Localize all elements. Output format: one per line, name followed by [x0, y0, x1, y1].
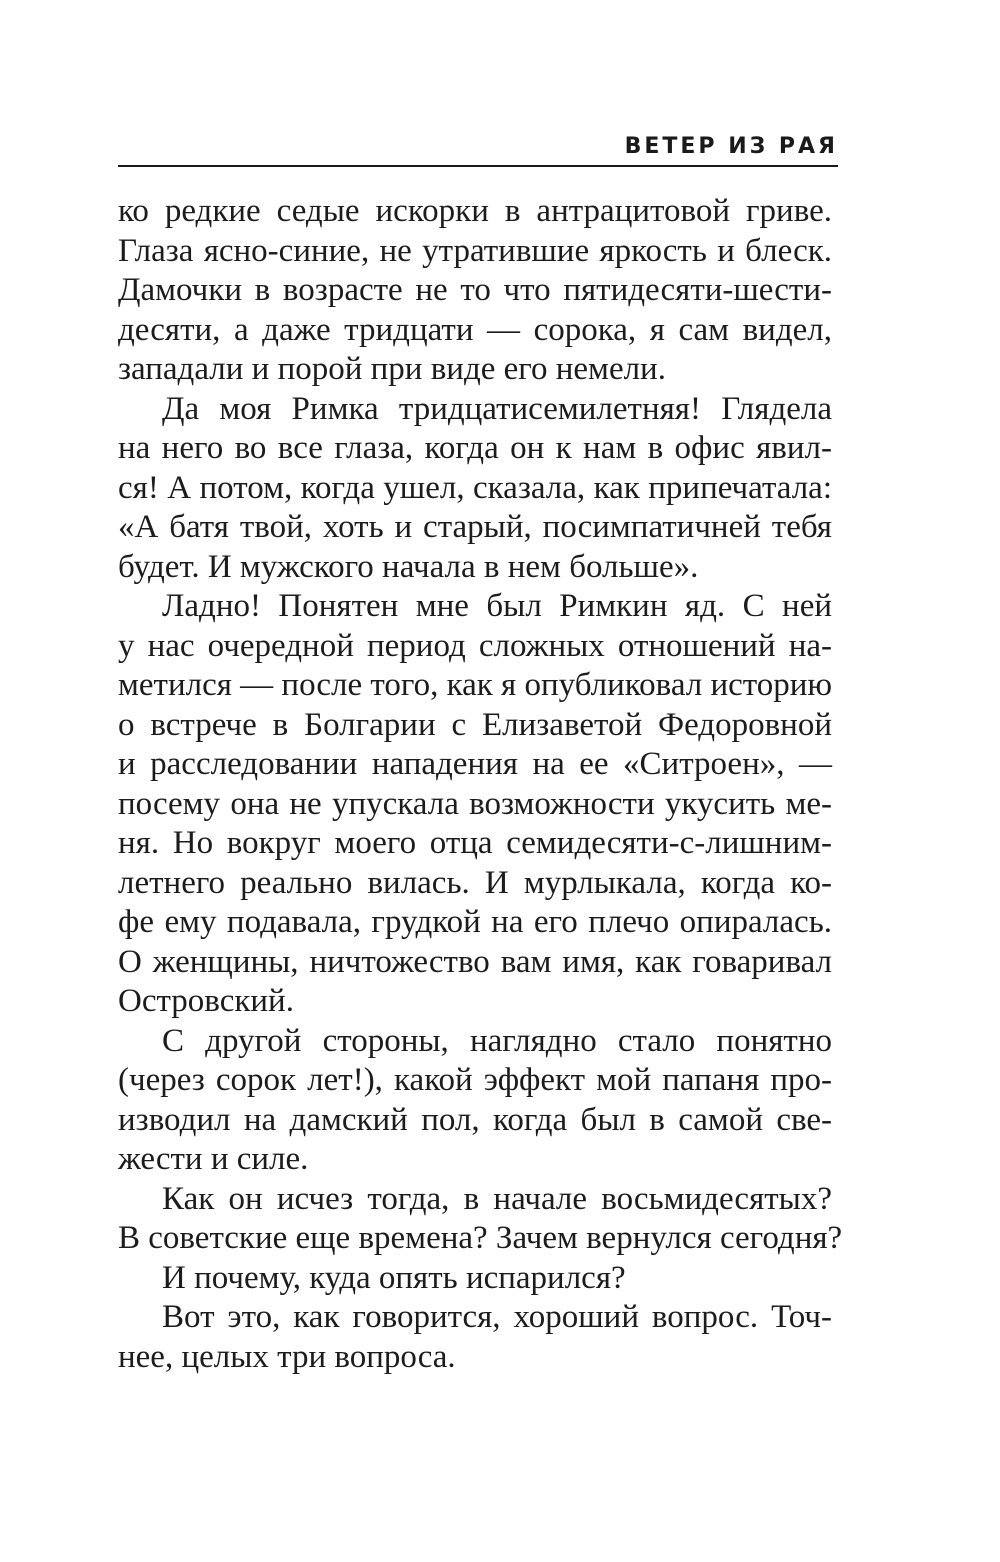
text-line: Островский.	[118, 983, 294, 1019]
paragraph-4	[118, 1022, 832, 1180]
text-line: у нас очередной период сложных отношений на-	[118, 627, 832, 664]
paragraph-6	[118, 1259, 832, 1299]
text-line: (через сорок лет!), какой эффект мой папаня про-	[118, 1062, 832, 1098]
text-line: И почему, куда опять испарился?	[162, 1259, 626, 1296]
text-line: ся! А потом, когда ушел, сказала, как припечатала:	[118, 469, 832, 506]
text-line: будет. И мужского начала в нем больше».	[118, 548, 699, 585]
paragraph-1	[118, 192, 832, 390]
text-line: О женщины, ничтожество вам имя, как говаривал	[118, 943, 832, 980]
text-line: «А батя твой, хоть и старый, посимпатичней тебя	[118, 509, 832, 545]
text-line: летнего реально вилась. И мурлыкала, когда ко-	[118, 864, 832, 901]
text-line: нее, целых три вопроса.	[118, 1338, 456, 1375]
text-line: посему она не упускала возможности укусить ме-	[118, 785, 832, 822]
text-line: изводил на дамский пол, когда был в самой све-	[118, 1101, 832, 1138]
text-line: Ладно! Понятен мне был Римкин яд. С ней	[162, 588, 832, 624]
paragraph-5	[118, 1180, 843, 1259]
text-line: Как он исчез тогда, в начале восьмидесятых?	[162, 1180, 832, 1217]
text-line: десяти, а даже тридцати — сорока, я сам видел,	[118, 311, 832, 348]
text-line: и расследовании нападения на ее «Ситроен», —	[118, 746, 832, 782]
text-line: Вот это, как говорится, хороший вопрос. Точ-	[162, 1299, 832, 1335]
header-rule	[118, 165, 838, 167]
text-line: западали и порой при виде его немели.	[118, 351, 666, 387]
body-text	[118, 192, 843, 1377]
text-line: ня. Но вокруг моего отца семидесяти-с-лишним-	[118, 825, 832, 861]
text-line: метился — после того, как я опубликовал историю	[118, 667, 833, 703]
text-line: С другой стороны, наглядно стало понятно	[162, 1022, 832, 1059]
text-line: Дамочки в возрасте не то что пятидесяти-шести-	[118, 272, 832, 308]
text-line: о встрече в Болгарии с Елизаветой Федоровной	[118, 706, 832, 743]
text-line: Глаза ясно-синие, не утратившие яркость и блеск.	[118, 232, 832, 269]
text-line: фе ему подавала, грудкой на его плечо опиралась.	[118, 904, 832, 940]
text-line: Да моя Римка тридцатисемилетняя! Глядела	[162, 390, 832, 427]
text-line: жести и силе.	[118, 1141, 309, 1177]
paragraph-7	[118, 1298, 832, 1377]
running-head-title: ВЕТЕР ИЗ РАЯ	[624, 134, 838, 159]
text-line: В советские еще времена? Зачем вернулся сегодня?	[118, 1220, 843, 1256]
paragraph-2	[118, 390, 832, 588]
paragraph-3	[118, 587, 832, 1022]
text-line: ко редкие седые искорки в антрацитовой гриве.	[118, 193, 832, 229]
text-line: на него во все глаза, когда он к нам в офис явил-	[118, 430, 832, 466]
